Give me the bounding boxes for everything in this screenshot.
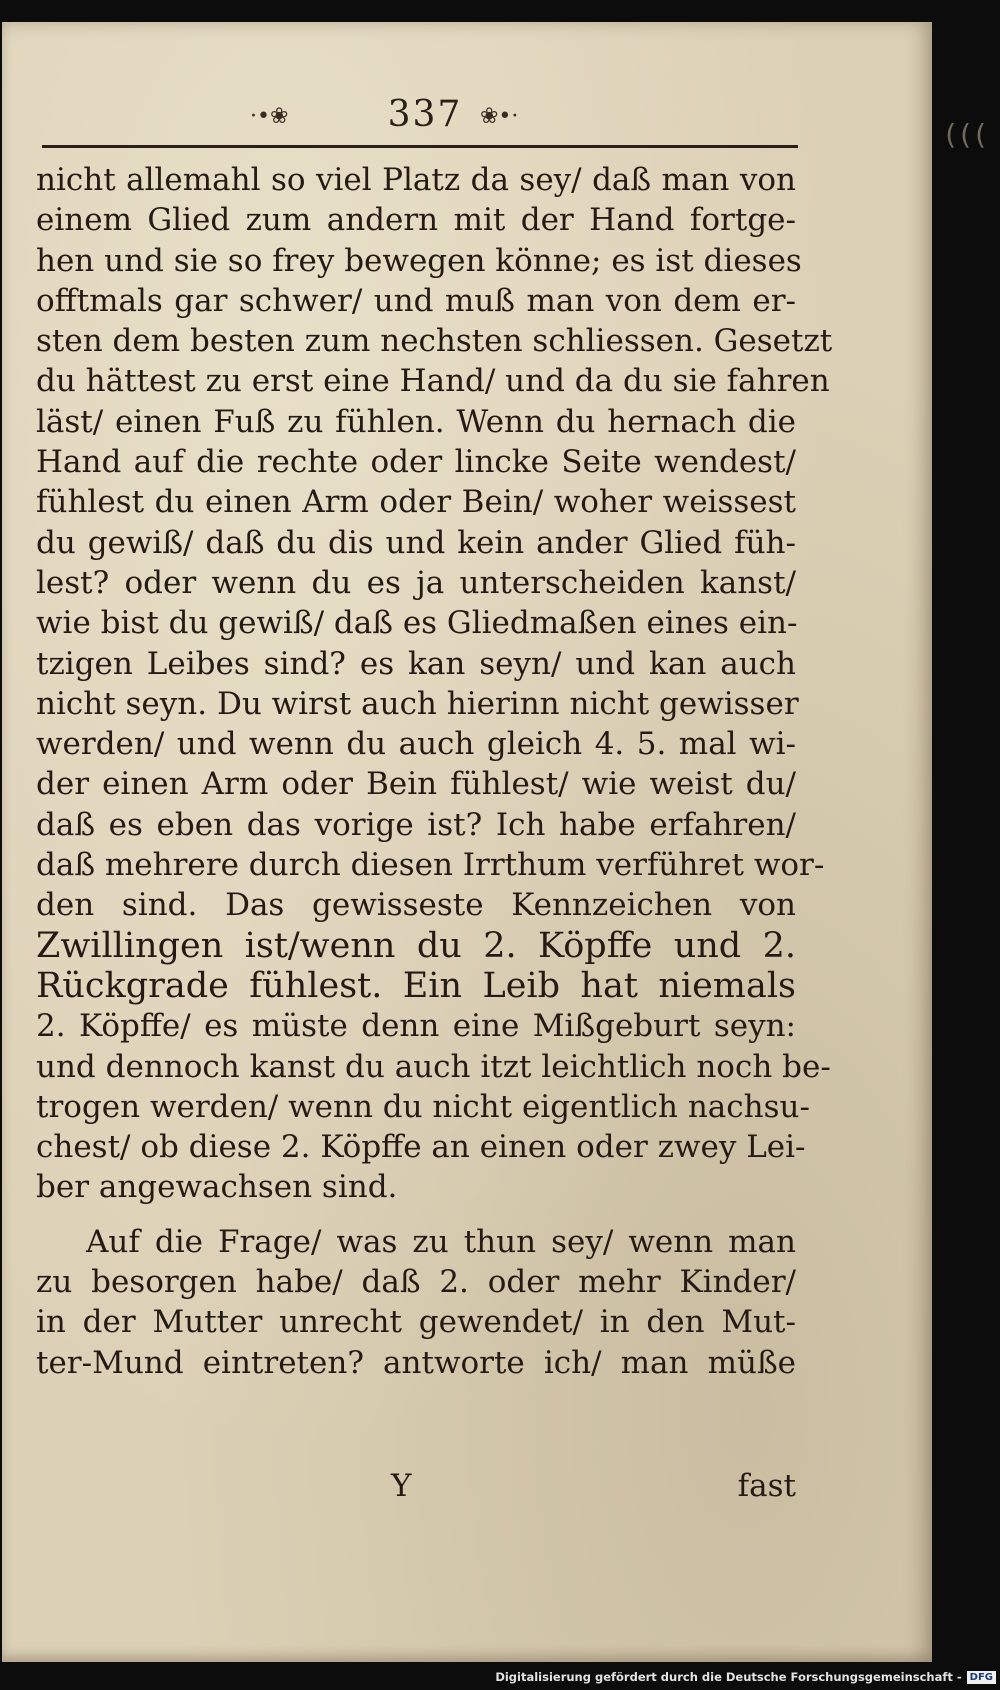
digitization-credit (495, 1670, 996, 1684)
header-ornament-left (250, 100, 288, 134)
credit-text: Digitalisierung gefördert durch die Deutsche Forschungsgemeinschaft - (495, 1670, 962, 1684)
page-footer (36, 1468, 796, 1512)
text-line: lest? oder wenn du es ja unterscheiden kanst/ (36, 564, 796, 601)
text-line: Zwillingen ist/wenn du 2. Köpffe und 2. (36, 925, 796, 966)
text-line: tzigen Leibes sind? es kan seyn/ und kan auch (36, 645, 796, 682)
header-ornament-right (480, 100, 518, 134)
header-rule (42, 145, 798, 148)
text-line: hen und sie so frey bewegen könne; es ist dieses (36, 242, 802, 279)
signature-mark: Y (391, 1468, 412, 1504)
page-number: 337 (387, 94, 463, 135)
text-line: läst/ einen Fuß zu fühlen. Wenn du hernach die (36, 403, 796, 440)
text-line: ter-Mund eintreten? antworte ich/ man müße (36, 1344, 796, 1381)
text-line: einem Glied zum andern mit der Hand fortge- (36, 202, 796, 239)
ornament-glyph: ❀•· (480, 104, 519, 129)
text-line: werden/ und wenn du auch gleich 4. 5. mal wi- (36, 726, 796, 763)
text-line: nicht allemahl so viel Platz da sey/ daß man von (36, 162, 796, 198)
text-line: fühlest du einen Arm oder Bein/ woher weissest (36, 484, 796, 521)
text-line: sten dem besten zum nechsten schliessen. Gesetzt (36, 323, 833, 360)
text-line: daß es eben das vorige ist? Ich habe erfahren/ (36, 806, 796, 843)
book-page (2, 22, 932, 1662)
text-line: ber angewachsen sind. (36, 1169, 398, 1206)
catchword: fast (737, 1468, 796, 1504)
text-line: chest/ ob diese 2. Köpffe an einen oder zwey Lei- (36, 1129, 806, 1166)
text-line: Rückgrade fühlest. Ein Leib hat niemals (36, 965, 796, 1006)
text-line: nicht seyn. Du wirst auch hierinn nicht gewisser (36, 685, 799, 722)
text-line: Hand auf die rechte oder lincke Seite wendest/ (36, 444, 796, 481)
body-text (36, 160, 833, 1383)
dfg-logo: DFG (967, 1671, 996, 1684)
text-line: 2. Köpffe/ es müste denn eine Mißgeburt seyn: (36, 1008, 796, 1045)
text-line: in der Mutter unrecht gewendet/ in den Mut- (36, 1304, 796, 1341)
text-line: und dennoch kanst du auch itzt leichtlich noch be- (36, 1048, 831, 1085)
text-line: du gewiß/ daß du dis und kein ander Glied füh- (36, 524, 796, 561)
next-page-edge: ((( (945, 118, 990, 151)
text-line: den sind. Das gewisseste Kennzeichen von (36, 887, 796, 924)
text-line: trogen werden/ wenn du nicht eigentlich nachsu- (36, 1088, 810, 1125)
text-line: zu besorgen habe/ daß 2. oder mehr Kinder/ (36, 1264, 796, 1301)
text-line: Auf die Frage/ was zu thun sey/ wenn man (86, 1223, 796, 1260)
text-line: offtmals gar schwer/ und muß man von dem er- (36, 282, 796, 319)
text-line: der einen Arm oder Bein fühlest/ wie weist du/ (36, 766, 796, 803)
text-line: daß mehrere durch diesen Irrthum verführet wor- (36, 847, 825, 884)
text-line: wie bist du gewiß/ daß es Gliedmaßen eines ein- (36, 605, 798, 642)
ornament-glyph: ·•❀ (250, 104, 289, 129)
text-line: du hättest zu erst eine Hand/ und da du sie fahren (36, 363, 830, 400)
